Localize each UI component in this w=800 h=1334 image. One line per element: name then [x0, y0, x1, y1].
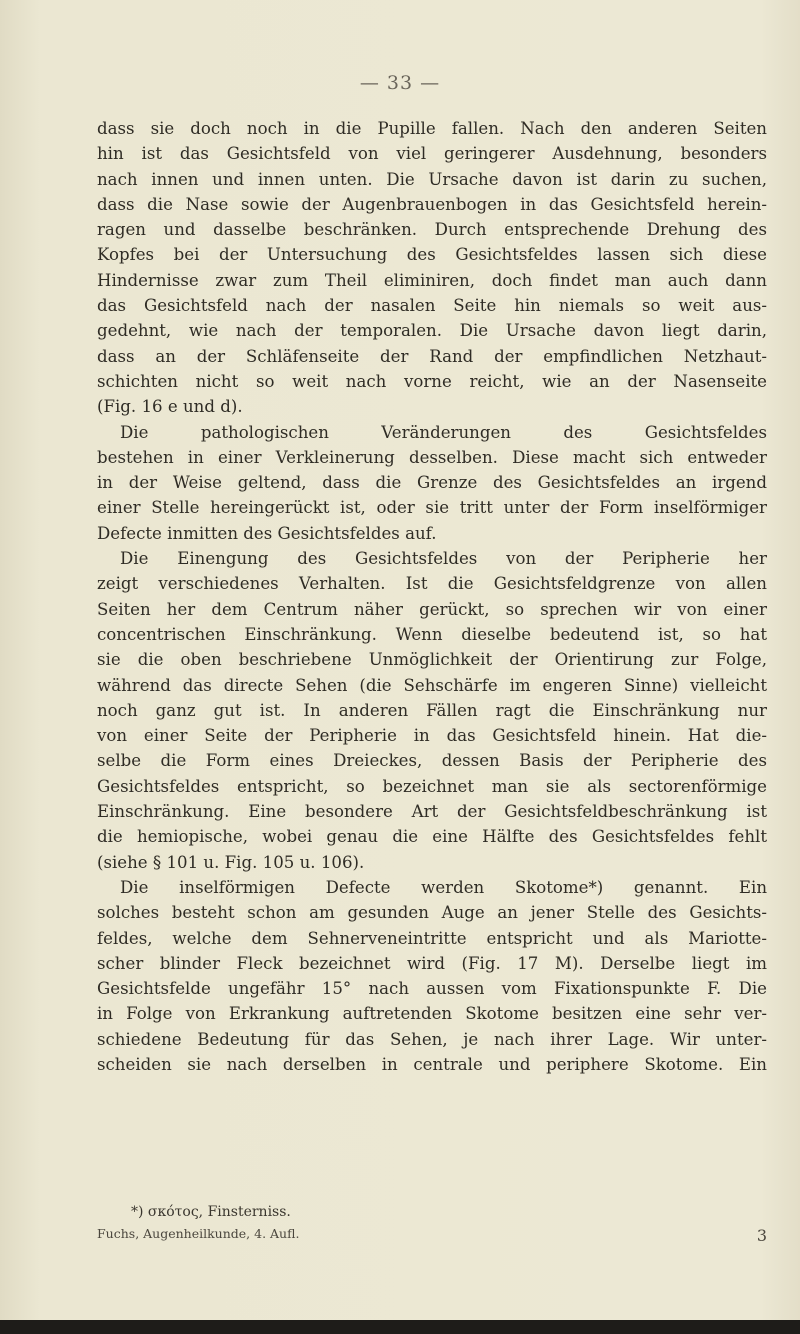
- text-line: bestehen in einer Verkleinerung desselben. Diese macht sich entweder: [97, 447, 767, 467]
- text-line: zeigt verschiedenes Verhalten. Ist die Gesichtsfeldgrenze von allen: [97, 574, 767, 594]
- text-line: Hindernisse zwar zum Theil eliminiren, doch findet man auch dann: [97, 270, 767, 290]
- text-line: von einer Seite der Peripherie in das Gesichtsfeld hinein. Hat die-: [97, 726, 767, 746]
- text-line: (Fig. 16 e und d).: [97, 397, 243, 417]
- text-line: concentrischen Einschränkung. Wenn dieselbe bedeutend ist, so hat: [97, 624, 767, 644]
- text-line: selbe die Form eines Dreieckes, dessen Basis der Peripherie des: [97, 751, 767, 771]
- scan-edge: [0, 1320, 800, 1334]
- text-line: dass die Nase sowie der Augenbrauenbogen in das Gesichtsfeld herein-: [97, 194, 767, 214]
- text-line: Defecte inmitten des Gesichtsfeldes auf.: [97, 523, 437, 543]
- footnote: *) σκότος, Finsterniss.: [131, 1204, 291, 1220]
- text-line: scher blinder Fleck bezeichnet wird (Fig. 17 M). Derselbe liegt im: [97, 953, 767, 973]
- text-line: die hemiopische, wobei genau die eine Hälfte des Gesichtsfeldes fehlt: [97, 827, 767, 847]
- text-line: während das directe Sehen (die Sehschärfe im engeren Sinne) vielleicht: [97, 675, 767, 695]
- paragraph-start-line: Die inselförmigen Defecte werden Skotome*) genannt. Ein: [120, 877, 767, 897]
- text-line: Seiten her dem Centrum näher gerückt, so sprechen wir von einer: [97, 599, 767, 619]
- signature-mark: 3: [756, 1226, 767, 1245]
- text-line: noch ganz gut ist. In anderen Fällen ragt die Einschränkung nur: [97, 700, 767, 720]
- text-line: solches besteht schon am gesunden Auge an jener Stelle des Gesichts-: [97, 903, 767, 923]
- text-line: hin ist das Gesichtsfeld von viel geringerer Ausdehnung, besonders: [97, 144, 767, 164]
- text-line: Kopfes bei der Untersuchung des Gesichtsfeldes lassen sich diese: [97, 245, 767, 265]
- text-line: dass sie doch noch in die Pupille fallen. Nach den anderen Seiten: [97, 119, 767, 138]
- text-line: das Gesichtsfeld nach der nasalen Seite hin niemals so weit aus-: [97, 296, 767, 316]
- text-line: (siehe § 101 u. Fig. 105 u. 106).: [97, 852, 365, 872]
- text-line: schichten nicht so weit nach vorne reicht, wie an der Nasenseite: [97, 371, 767, 391]
- text-line: Einschränkung. Eine besondere Art der Gesichtsfeldbeschränkung ist: [97, 802, 767, 822]
- text-line: feldes, welche dem Sehnerveneintritte entspricht und als Mariotte-: [97, 928, 767, 948]
- body-text: [97, 116, 767, 1077]
- page-footer: [97, 1226, 767, 1245]
- paragraph-start-line: Die Einengung des Gesichtsfeldes von der Peripherie her: [120, 549, 767, 569]
- text-line: sie die oben beschriebene Unmöglichkeit der Orientirung zur Folge,: [97, 650, 767, 670]
- text-line: gedehnt, wie nach der temporalen. Die Ursache davon liegt darin,: [97, 321, 767, 341]
- paragraph-start-line: Die pathologischen Veränderungen des Gesichtsfeldes: [120, 422, 767, 442]
- text-line: ragen und dasselbe beschränken. Durch entsprechende Drehung des: [97, 220, 767, 240]
- text-line: dass an der Schläfenseite der Rand der empfindlichen Netzhaut-: [97, 346, 767, 366]
- text-line: nach innen und innen unten. Die Ursache davon ist darin zu suchen,: [97, 169, 767, 189]
- book-reference: Fuchs, Augenheilkunde, 4. Aufl.: [97, 1226, 300, 1241]
- text-line: Gesichtsfelde ungefähr 15° nach aussen vom Fixationspunkte F. Die: [97, 979, 767, 999]
- text-line: Gesichtsfeldes entspricht, so bezeichnet man sie als sectorenförmige: [97, 776, 767, 796]
- text-line: scheiden sie nach derselben in centrale und periphere Skotome. Ein: [97, 1054, 767, 1074]
- text-line: einer Stelle hereingerückt ist, oder sie tritt unter der Form inselförmiger: [97, 498, 767, 518]
- page-number: — 33 —: [359, 72, 441, 94]
- text-line: schiedene Bedeutung für das Sehen, je nach ihrer Lage. Wir unter-: [97, 1029, 767, 1049]
- text-line: in Folge von Erkrankung auftretenden Skotome besitzen eine sehr ver-: [97, 1004, 767, 1024]
- text-line: in der Weise geltend, dass die Grenze des Gesichtsfeldes an irgend: [97, 473, 767, 493]
